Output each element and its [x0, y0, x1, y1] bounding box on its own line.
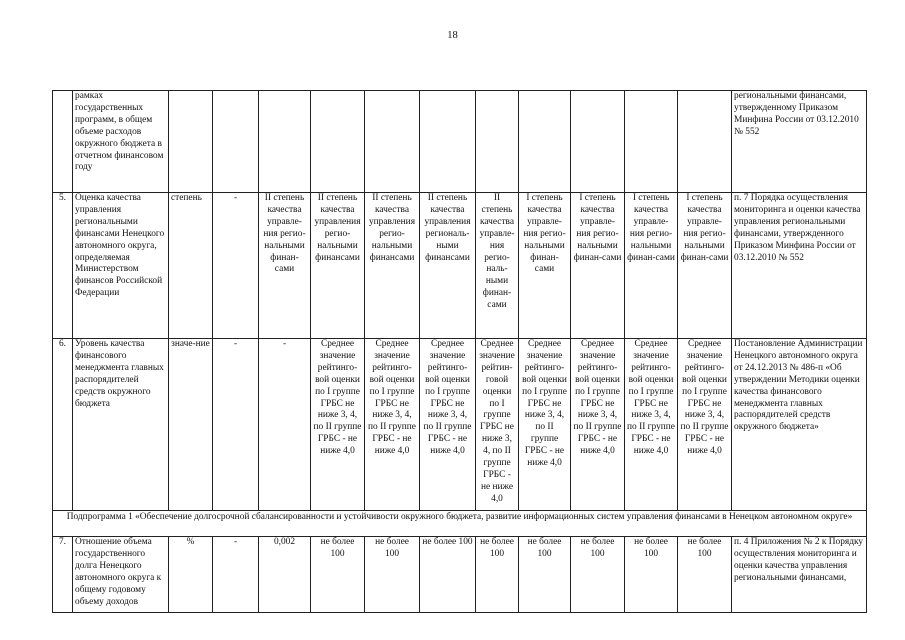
value-cell [476, 91, 519, 193]
source-document: региональными финансами, утвержденному Приказом Минфина России от 03.12.2010 № 552 [732, 91, 867, 193]
value-cell: I степень качества управле-ния регио-нальными финан-сами [678, 193, 732, 339]
value-cell: - [213, 537, 259, 613]
subprogram-title: Подпрограмма 1 «Обеспечение долгосрочной сбалансированности и устойчивости окружного бюджета, развитие информационных систем управления финансами в Ненецком автономном округе» [53, 511, 867, 537]
indicator-name: Оценка качества управления региональными финансами Ненецкого автономного округа, определяемая Министерством финансов Российской Федерации [73, 193, 169, 339]
value-cell: - [213, 339, 259, 511]
value-cell: не более 100 [420, 537, 476, 613]
table-row-6 [53, 339, 867, 511]
value-cell: 0,002 [259, 537, 311, 613]
indicator-name: рамках государственных программ, в общем объеме расходов окружного бюджета в отчетном финансовом году [73, 91, 169, 193]
value-cell: Среднее значение рейтинго-вой оценки по I группе ГРБС не ниже 3, 4, по II группе ГРБС - не ниже 4,0 [420, 339, 476, 511]
unit-cell: степень [169, 193, 213, 339]
value-cell: Среднее значение рейтинго-вой оценки по I группе ГРБС не ниже 3, 4, по II группе ГРБС - не ниже 4,0 [678, 339, 732, 511]
value-cell [625, 91, 678, 193]
value-cell: не более 100 [476, 537, 519, 613]
indicator-name: Отношение объема государственного долга Ненецкого автономного округа к общему годовому объему доходов [73, 537, 169, 613]
row-number: 5. [53, 193, 73, 339]
indicator-table [52, 90, 867, 613]
value-cell: не более 100 [311, 537, 365, 613]
value-cell: Среднее значение рейтинго-вой оценки по I группе ГРБС не ниже 3, 4, по II группе ГРБС - не ниже 4,0 [519, 339, 571, 511]
value-cell: I степень качества управле-ния регио-нальными финан-сами [519, 193, 571, 339]
unit-cell: % [169, 537, 213, 613]
value-cell: Среднее значение рейтинго-вой оценки по I группе ГРБС не ниже 3, 4, по II группе ГРБС - не ниже 4,0 [625, 339, 678, 511]
value-cell [519, 91, 571, 193]
value-cell: не более 100 [519, 537, 571, 613]
subprogram-row [53, 511, 867, 537]
value-cell: - [213, 193, 259, 339]
value-cell: не более 100 [625, 537, 678, 613]
value-cell: не более 100 [571, 537, 625, 613]
value-cell [678, 91, 732, 193]
row-number: 6. [53, 339, 73, 511]
value-cell: Среднее значение рейтинго-вой оценки по I группе ГРБС не ниже 3, 4, по II группе ГРБС - не ниже 4,0 [311, 339, 365, 511]
value-cell [420, 91, 476, 193]
value-cell: Среднее значение рейтинго-вой оценки по I группе ГРБС не ниже 3, 4, по II группе ГРБС - не ниже 4,0 [365, 339, 420, 511]
value-cell: II степень качества управле-ния регио-нальными финан-сами [259, 193, 311, 339]
table-row-continuation [53, 91, 867, 193]
row-number: 7. [53, 537, 73, 613]
unit-cell: значе-ние [169, 339, 213, 511]
value-cell: II степень качества управления региональ-ными финансами [420, 193, 476, 339]
value-cell: II степень качества управления регио-нальными финансами [311, 193, 365, 339]
page-number: 18 [447, 30, 458, 41]
value-cell [365, 91, 420, 193]
value-cell: II степень качества управления регио-нальными финансами [365, 193, 420, 339]
source-document: Постановление Администрации Ненецкого автономного округа от 24.12.2013 № 486-п «Об утверждении Методики оценки качества финансового менеджмента главных распорядителей средств окружного бюджета» [732, 339, 867, 511]
table-row-7 [53, 537, 867, 613]
value-cell: I степень качества управле-ния регио-нальными финан-сами [571, 193, 625, 339]
row-number [53, 91, 73, 193]
source-document: п. 7 Порядка осуществления мониторинга и оценки качества управления региональными финансами, утвержденного Приказом Минфина России от 03.12.2010 № 552 [732, 193, 867, 339]
value-cell: не более 100 [365, 537, 420, 613]
indicator-name: Уровень качества финансового менеджмента главных распорядителей средств окружного бюджета [73, 339, 169, 511]
table-row-5 [53, 193, 867, 339]
value-cell: Среднее значение рейтинго-вой оценки по I группе ГРБС не ниже 3, 4, по II группе ГРБС - не ниже 4,0 [571, 339, 625, 511]
value-cell [259, 91, 311, 193]
value-cell [213, 91, 259, 193]
value-cell [571, 91, 625, 193]
value-cell [311, 91, 365, 193]
value-cell: II степень качества управле-ния регио-наль-ными финан-сами [476, 193, 519, 339]
value-cell: Среднее значение рейтин-говой оценки по I группе ГРБС не ниже 3, 4, по II группе ГРБС - не ниже 4,0 [476, 339, 519, 511]
value-cell: I степень качества управле-ния регио-нальными финан-сами [625, 193, 678, 339]
unit-cell [169, 91, 213, 193]
value-cell: не более 100 [678, 537, 732, 613]
value-cell: - [259, 339, 311, 511]
source-document: п. 4 Приложения № 2 к Порядку осуществления мониторинга и оценки качества управления региональными финансами, [732, 537, 867, 613]
